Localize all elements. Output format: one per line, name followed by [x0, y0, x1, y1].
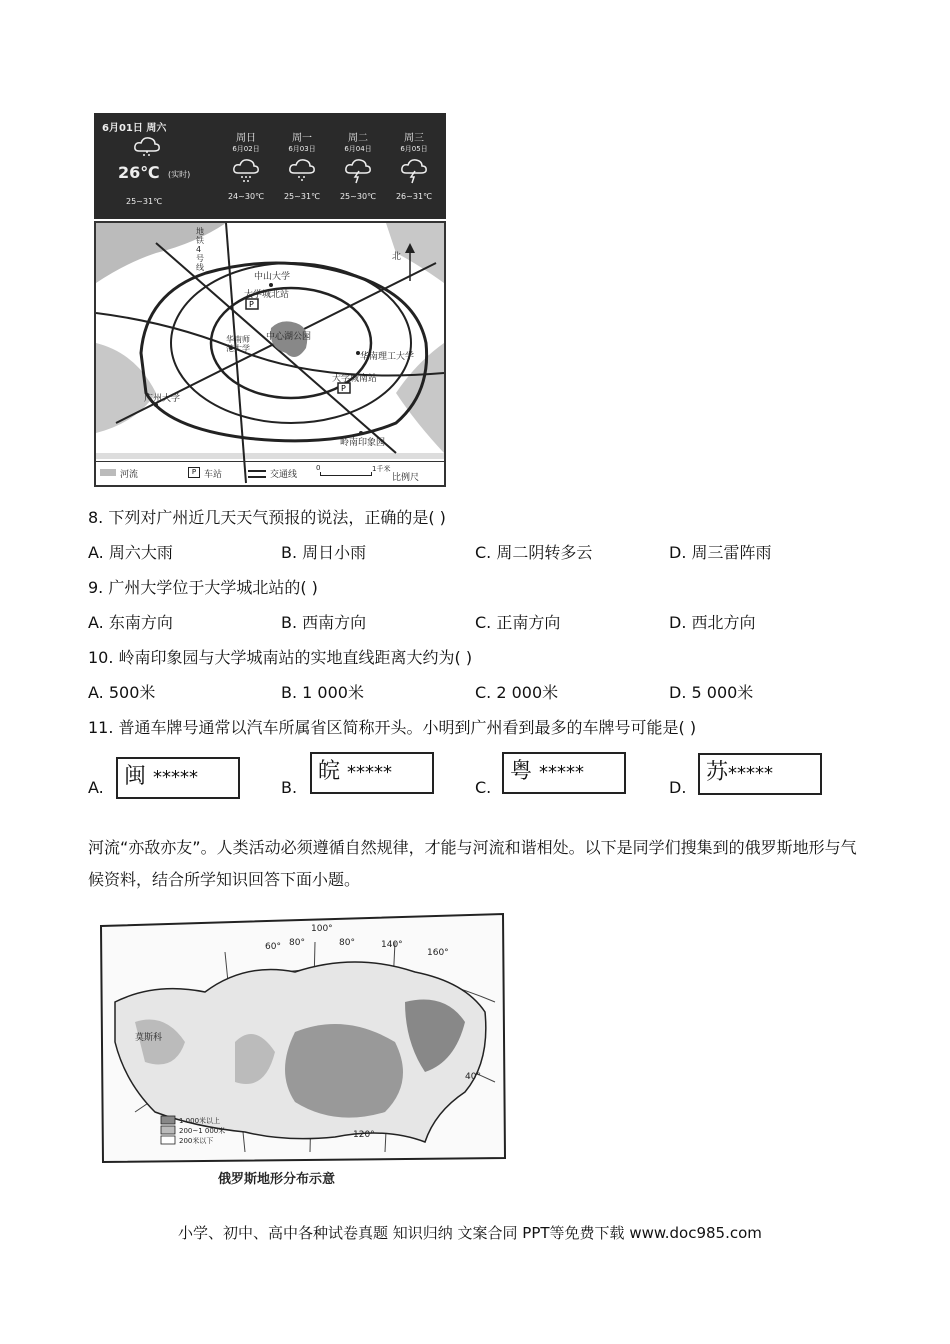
city-moscow: 莫斯科 [135, 1033, 163, 1043]
legend-station: 车站 [204, 470, 223, 480]
q8-option-b[interactable]: B. 周日小雨 [281, 543, 367, 562]
russia-terrain-map [95, 912, 507, 1164]
day-date: 6月02日 [232, 145, 260, 153]
thunderstorm-icon [399, 158, 429, 184]
plate-fujian [116, 757, 240, 799]
q11-option-d[interactable]: D. [669, 778, 687, 797]
plate-anhui [310, 752, 434, 794]
day-range: 25~30℃ [339, 192, 377, 201]
forecast-day-mon [278, 129, 326, 201]
legend-high: 1 000米以上 [179, 1117, 221, 1125]
university-town-map [94, 221, 446, 487]
day-label: 周三 [404, 133, 424, 144]
place-center: 中心湖公园 [266, 332, 312, 342]
thunderstorm-icon [343, 158, 373, 184]
day-label: 周一 [292, 133, 312, 144]
cloud-rain-icon [132, 135, 162, 159]
place-north-station: 大学城北站 [244, 290, 290, 300]
q10-option-a[interactable]: A. 500米 [88, 683, 156, 702]
today-date: 6月01日 周六 [102, 123, 167, 134]
legend-mid: 200~1 000米 [179, 1127, 226, 1135]
day-date: 6月03日 [288, 145, 316, 153]
lon-label: 80° [339, 938, 355, 948]
scale-km: 1千米 [372, 465, 391, 473]
q8-option-c[interactable]: C. 周二阴转多云 [475, 543, 593, 562]
plate-province: 皖 [318, 759, 341, 784]
today-temp: 26℃ [118, 163, 160, 182]
lon-label: 120° [353, 1130, 375, 1140]
q9-option-a[interactable]: A. 东南方向 [88, 613, 173, 632]
page-footer: 小学、初中、高中各种试卷真题 知识归纳 文案合同 PPT等免费下载 www.doc985.com [178, 1224, 762, 1242]
q10-option-c[interactable]: C. 2 000米 [475, 683, 559, 702]
station-icon: P [188, 467, 200, 478]
place-scut: 华南理工大学 [360, 352, 415, 362]
place-huanan-normal: 华南师范大学 [226, 335, 250, 353]
road-swatch [248, 470, 266, 478]
place-guangzhou-u: 广州大学 [144, 394, 181, 404]
plate-stars: ***** [153, 767, 199, 788]
place-zhongshan: 中山大学 [254, 272, 291, 282]
cloud-rain-icon [231, 158, 261, 184]
plate-province: 粤 [510, 759, 533, 784]
legend-low: 200米以下 [179, 1137, 214, 1145]
place-lingnan: 岭南印象园 [340, 438, 386, 448]
plate-jiangsu [698, 753, 822, 795]
lon-label: 100° [311, 924, 333, 934]
day-range: 26~31℃ [395, 192, 433, 201]
svg-text:P: P [341, 384, 346, 393]
lon-label: 140° [381, 940, 403, 950]
plate-guangdong [502, 752, 626, 794]
question-9: 9. 广州大学位于大学城北站的( ) [88, 578, 318, 597]
lon-label: 80° [289, 938, 305, 948]
forecast-day-tue [334, 129, 382, 201]
plate-stars: ***** [728, 763, 774, 784]
question-10: 10. 岭南印象园与大学城南站的实地直线距离大约为( ) [88, 648, 473, 667]
legend-road: 交通线 [270, 470, 298, 480]
metro-label: 地铁4号线 [196, 227, 204, 272]
day-label: 周二 [348, 133, 368, 144]
q9-option-b[interactable]: B. 西南方向 [281, 613, 367, 632]
q10-option-d[interactable]: D. 5 000米 [669, 683, 754, 702]
plate-province: 苏 [706, 760, 729, 785]
today-tag: (实时) [168, 170, 191, 179]
q9-option-d[interactable]: D. 西北方向 [669, 613, 756, 632]
river-swatch [100, 469, 116, 476]
q11-option-a[interactable]: A. [88, 778, 104, 797]
cloud-rain-icon [287, 158, 317, 184]
intro-paragraph: 河流“亦敌亦友”。人类活动必须遵循自然规律，才能与河流和谐相处。以下是同学们搜集到的俄罗斯地形与气候资料，结合所学知识回答下面小题。 [88, 838, 857, 889]
place-south-station: 大学城南站 [332, 374, 378, 384]
plate-stars: ***** [347, 762, 393, 783]
north-label: 北 [392, 252, 402, 262]
russia-map-caption: 俄罗斯地形分布示意 [218, 1172, 336, 1187]
q9-option-c[interactable]: C. 正南方向 [475, 613, 561, 632]
plate-stars: ***** [539, 762, 585, 783]
q8-option-a[interactable]: A. 周六大雨 [88, 543, 173, 562]
day-date: 6月04日 [344, 145, 372, 153]
scale-bar [320, 472, 372, 476]
plate-province: 闽 [124, 764, 147, 789]
legend-scale: 比例尺 [392, 473, 420, 483]
lon-label: 40° [465, 1072, 481, 1082]
legend-river: 河流 [120, 470, 139, 480]
day-label: 周日 [236, 133, 256, 144]
forecast-day-sun [222, 129, 270, 201]
question-8: 8. 下列对广州近几天天气预报的说法，正确的是( ) [88, 508, 446, 527]
map-legend [96, 461, 444, 484]
lon-label: 160° [427, 948, 449, 958]
day-date: 6月05日 [400, 145, 428, 153]
day-range: 24~30℃ [227, 192, 265, 201]
q8-option-d[interactable]: D. 周三雷阵雨 [669, 543, 772, 562]
today-range: 25~31℃ [126, 197, 163, 206]
svg-text:P: P [249, 300, 254, 309]
q11-option-c[interactable]: C. [475, 778, 492, 797]
forecast-day-wed [390, 129, 438, 201]
question-11: 11. 普通车牌号通常以汽车所属省区简称开头。小明到广州看到最多的车牌号可能是( ) [88, 718, 697, 737]
day-range: 25~31℃ [283, 192, 321, 201]
weather-forecast-panel [94, 113, 446, 219]
q11-option-b[interactable]: B. [281, 778, 298, 797]
q10-option-b[interactable]: B. 1 000米 [281, 683, 364, 702]
lon-label: 60° [265, 942, 281, 952]
scale-zero: 0 [316, 464, 321, 472]
